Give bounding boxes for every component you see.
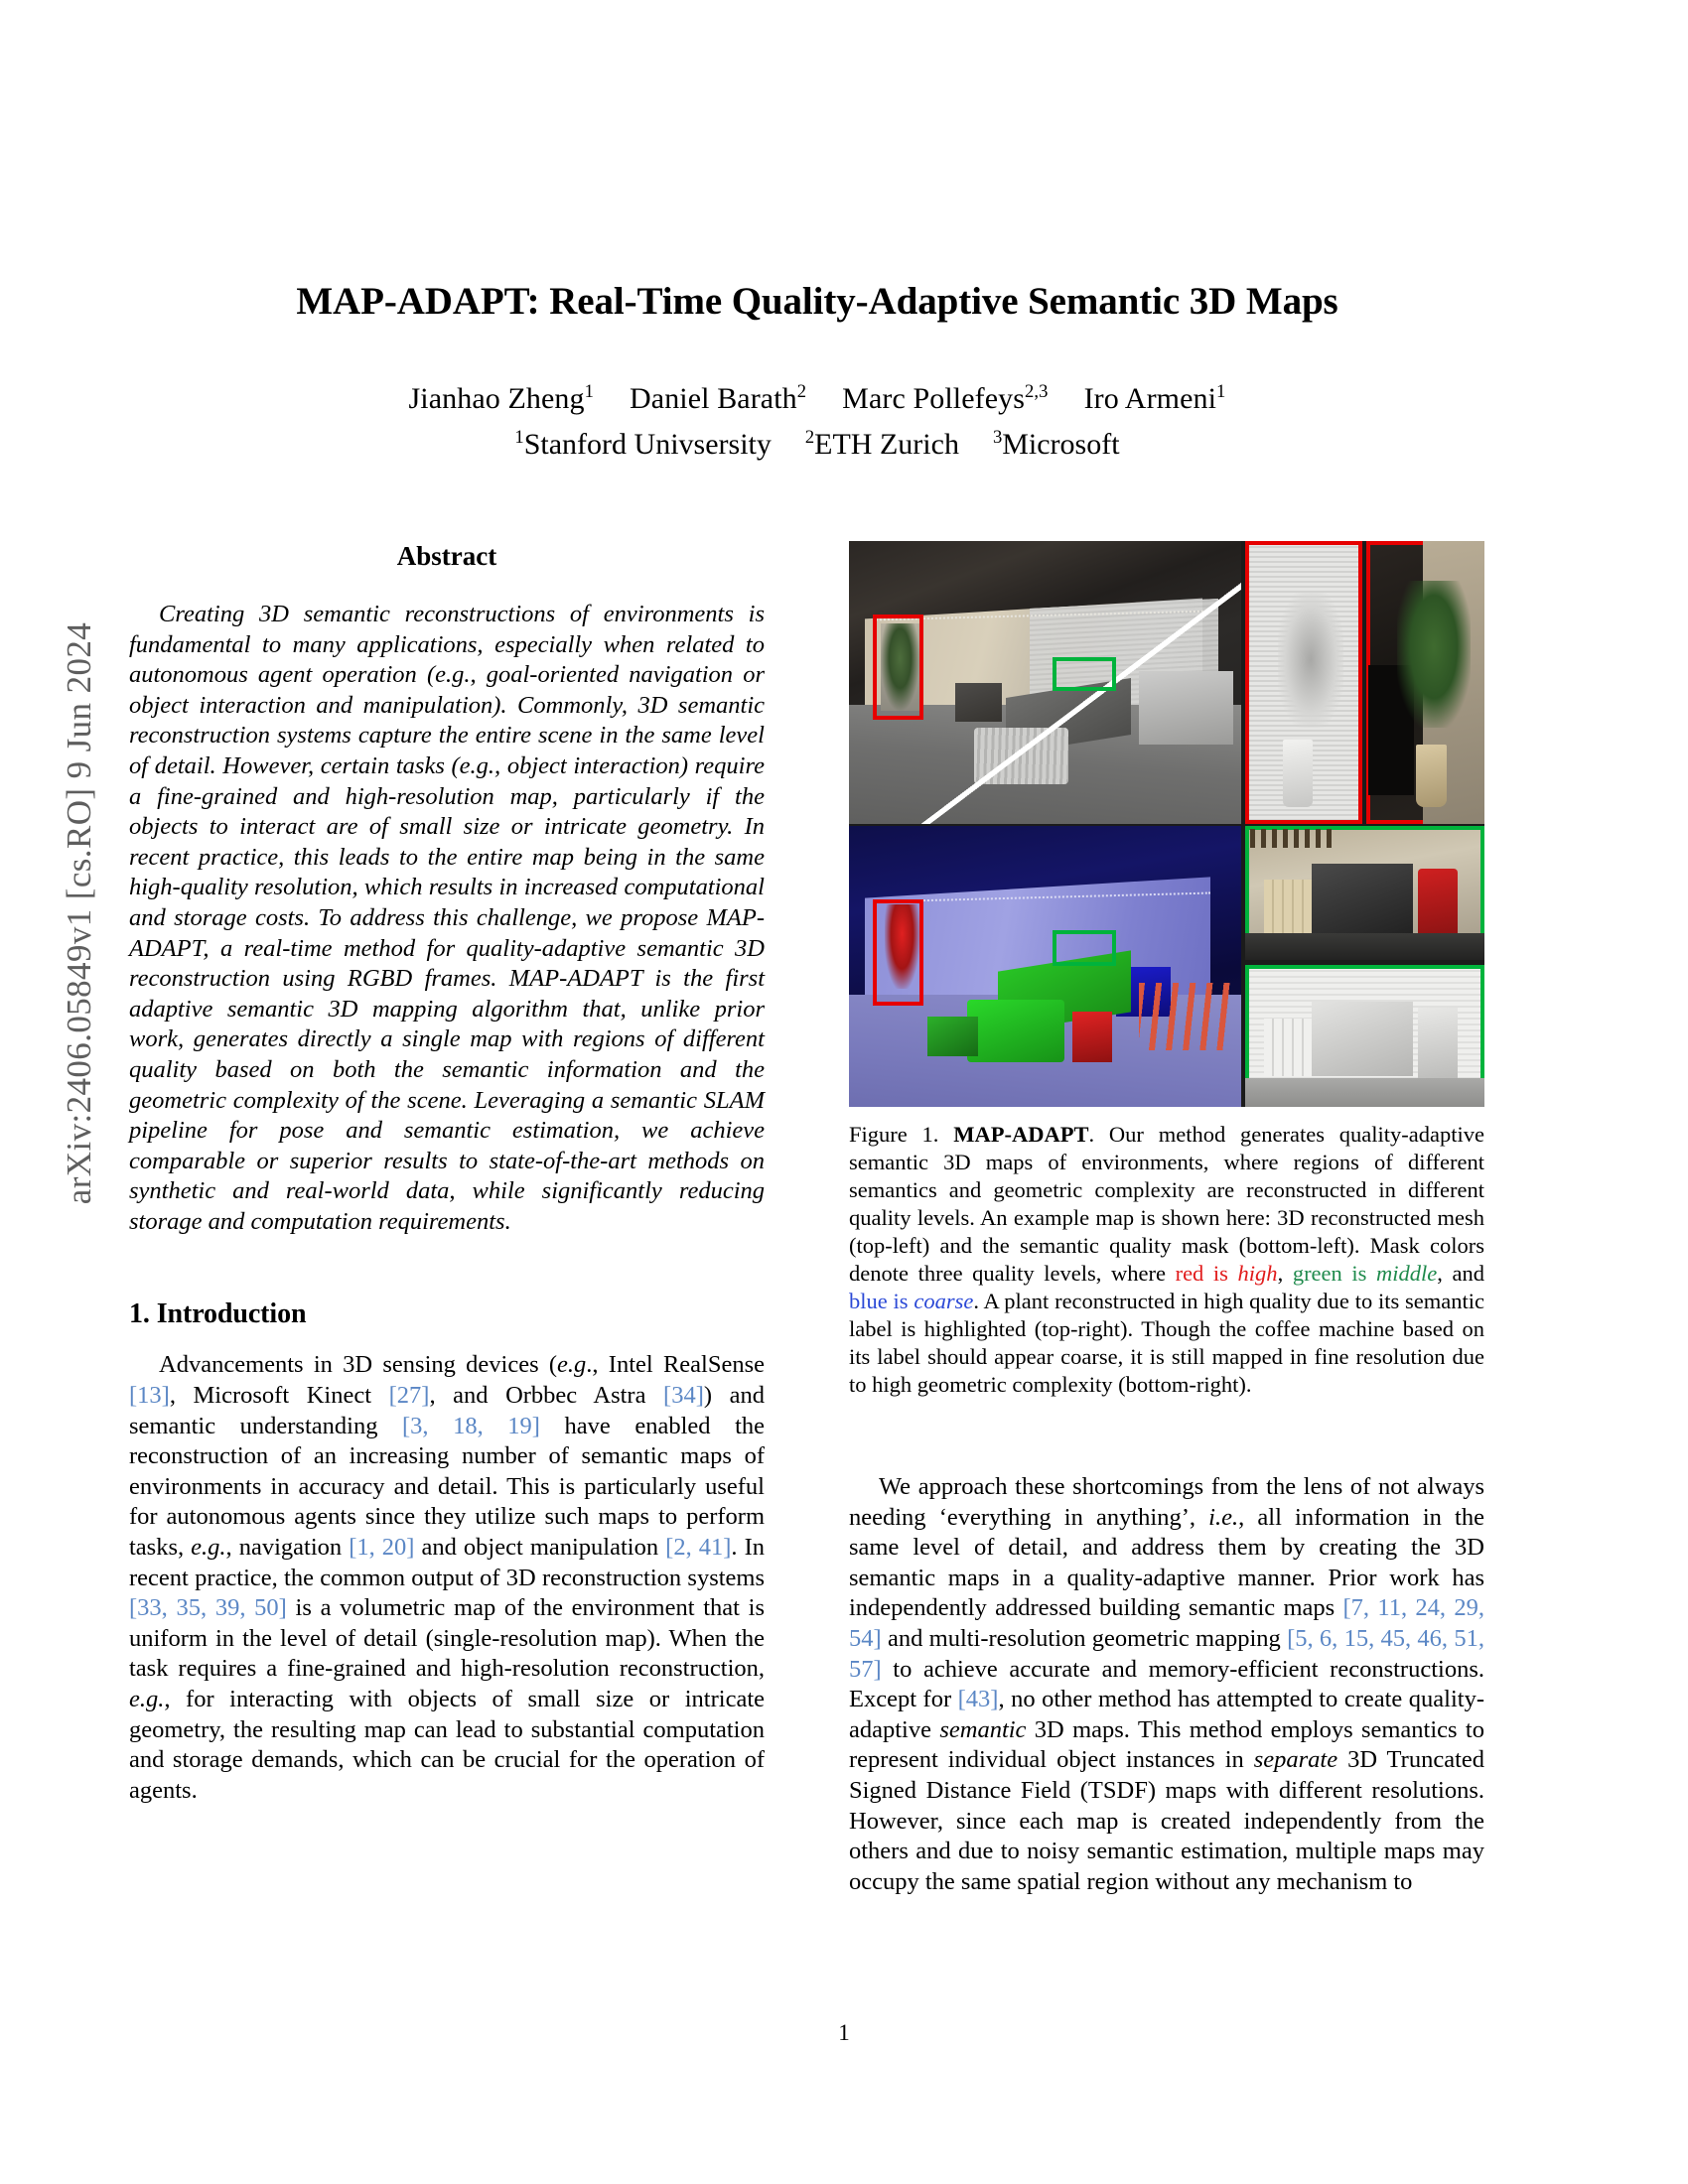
page-title: MAP-ADAPT: Real-Time Quality-Adaptive Semantic 3D Maps xyxy=(296,280,1338,323)
body-text-run: . Our method generates quality-adaptive semantic 3D maps of environments, where regions of different semantics and geometric complexity are reconstructed in different quality levels. An example map is shown here: 3D reconstructed mesh (top-left) and the semantic quality mask (bottom-left). Mask colors denote three quality levels, where xyxy=(849,1122,1484,1286)
citation-link[interactable]: [1, 20] xyxy=(349,1534,415,1562)
body-text-run: and object manipulation xyxy=(414,1534,666,1562)
affiliations-line xyxy=(127,425,1507,466)
crop-plant-rgb xyxy=(1366,541,1484,824)
affiliation-name: Stanford Univsersity xyxy=(523,428,772,462)
introduction-paragraph-2 xyxy=(849,1472,1484,1897)
highlight-box-plant-red xyxy=(873,614,923,719)
affiliation-entry xyxy=(993,428,1120,461)
quality-level-high-label: high xyxy=(1237,1261,1278,1286)
figure-1-image xyxy=(849,541,1484,1107)
citation-link[interactable]: [43] xyxy=(957,1686,999,1713)
abstract-text: Creating 3D semantic reconstructions of environments is fundamental to many applications, especially when related to autonomous agent operation (e.g., goal-oriented navigation or object interaction and manipulation). Commonly, 3D semantic reconstruction systems capture the entire scene in the same level of detail. However, certain tasks (e.g., object interaction) require a fine-grained and high-resolution map, particularly if the objects to interact are of small size or intricate geometry. In recent practice, this leads to the entire map being in the same high-quality resolution, which results in increased computational and storage costs. To address this challenge, we propose MAP-ADAPT, a real-time method for quality-adaptive semantic 3D reconstruction using RGBD frames. MAP-ADAPT is the first adaptive semantic 3D mapping algorithm that, unlike prior work, generates directly a single map with regions of different quality based on both the semantic information and the geometric complexity of the scene. Leveraging a semantic SLAM pipeline for pose and semantic estimation, we achieve comparable or superior results to state-of-the-art methods on synthetic and real-world data, while significantly reducing storage and computation requirements. xyxy=(129,601,765,1235)
crop-coffee-machine-mesh xyxy=(1245,965,1484,1107)
body-text-run: , all information in the same level of detail, and address them by creating the 3D semantic maps in a quality-adaptive manner. Prior work has independently addressed building semantic maps xyxy=(849,1503,1484,1622)
affiliation-entry xyxy=(514,428,771,461)
mask-sofa-middle xyxy=(967,1000,1065,1061)
bold-text: MAP-ADAPT xyxy=(953,1122,1089,1147)
author-name: Iro Armeni xyxy=(1083,381,1217,415)
left-column xyxy=(129,541,765,1806)
body-text-run: ., Intel RealSense xyxy=(586,1351,766,1379)
crop-coffee-rgb-bottles xyxy=(1264,880,1312,933)
arxiv-stamp: arXiv:2406.05849v1 [cs.RO] 9 Jun 2024 xyxy=(60,621,98,1205)
scene-cabinet xyxy=(955,683,1002,723)
crop-plant-mesh-foliage xyxy=(1278,592,1343,728)
crop-coffee-mesh-mixer xyxy=(1418,1008,1459,1079)
crop-coffee-rgb-counter xyxy=(1245,933,1484,960)
citation-link[interactable]: [2, 41] xyxy=(665,1534,732,1562)
author-entry xyxy=(842,382,1048,415)
right-column xyxy=(849,1472,1484,1897)
figure-1 xyxy=(849,541,1484,1399)
emphasis-text: e.g. xyxy=(129,1686,165,1712)
crop-coffee-machine-rgb xyxy=(1245,826,1484,960)
affiliation-marker: 1 xyxy=(514,427,524,449)
mask-highlight-box-coffee-green xyxy=(1053,930,1115,967)
body-text-run: , Microsoft Kinect xyxy=(169,1382,389,1410)
author-affil-marker: 1 xyxy=(584,380,595,402)
emphasis-text: i.e. xyxy=(1208,1503,1239,1531)
author-affil-marker: 2,3 xyxy=(1025,380,1049,402)
author-entry xyxy=(1084,382,1226,415)
author-affil-marker: 1 xyxy=(1216,380,1226,402)
authors-line xyxy=(127,379,1507,420)
emphasis-text: semantic xyxy=(939,1715,1027,1743)
crop-coffee-rgb-mixer xyxy=(1418,869,1459,936)
quality-level-coarse-label: coarse xyxy=(914,1289,974,1313)
affiliation-name: ETH Zurich xyxy=(814,428,959,462)
crop-coffee-mesh-counter xyxy=(1245,1078,1484,1107)
body-text-run: Advancements in 3D sensing devices ( xyxy=(159,1351,558,1379)
affiliation-marker: 3 xyxy=(992,427,1003,449)
body-text-run: , and xyxy=(1437,1261,1484,1286)
figure-panel-mesh-top-left xyxy=(849,541,1241,824)
body-text-run: We approach these shortcomings from the lens of not always needing ‘everything in anything’, xyxy=(849,1473,1484,1531)
body-text-run: is a volumetric map of the environment that is uniform in the level of detail (single-resolution map). When the task requires a fine-grained and high-resolution reconstruction, xyxy=(129,1594,765,1683)
highlight-box-coffee-green xyxy=(1053,657,1115,691)
author-entry xyxy=(409,382,595,415)
citation-link[interactable]: [5, 6, 15, 45, 46, 51, 57] xyxy=(849,1624,1484,1683)
body-text-run: . A plant reconstructed in high quality due to its semantic label is highlighted (top-right). Though the coffee machine based on its label should appear coarse, it is still mapped in fine resolution due to high geometric complexity (bottom-right). xyxy=(849,1289,1484,1397)
citation-link[interactable]: [27] xyxy=(388,1382,430,1410)
body-text-run: . In recent practice, the common output of 3D reconstruction systems xyxy=(129,1534,765,1591)
mask-chair-high xyxy=(1072,1012,1112,1062)
quality-level-coarse-text: blue is xyxy=(849,1289,914,1313)
crop-coffee-rgb-machine xyxy=(1312,864,1412,933)
body-text-run: , navigation xyxy=(225,1534,350,1562)
citation-link[interactable]: [3, 18, 19] xyxy=(402,1412,540,1439)
introduction-heading: 1. Introduction xyxy=(129,1298,307,1330)
crop-plant-mesh-pot xyxy=(1283,740,1314,807)
page-number: 1 xyxy=(838,2020,850,2045)
crop-plant-rgb-foliage xyxy=(1397,581,1471,728)
scene-sofa xyxy=(974,728,1068,784)
author-entry xyxy=(630,382,806,415)
crop-coffee-rgb-rack xyxy=(1250,829,1332,848)
affiliation-name: Microsoft xyxy=(1002,428,1120,462)
body-text-run: , no other method has attempted to create quality-adaptive xyxy=(849,1686,1485,1743)
mask-barstools-high xyxy=(1139,983,1233,1050)
emphasis-text: separate xyxy=(1253,1746,1338,1774)
citation-link[interactable]: [7, 11, 24, 29, 54] xyxy=(849,1594,1485,1652)
body-text-run: 3D Truncated Signed Distance Field (TSDF) maps with different resolutions. However, since each map is created independently from the others and due to noisy semantic estimation, multiple maps may occupy the same spatial region without any mechanism to xyxy=(849,1746,1484,1895)
mask-highlight-box-plant-red xyxy=(873,899,923,1007)
body-text-run: and multi-resolution geometric mapping xyxy=(881,1624,1288,1652)
crop-coffee-mesh-machine xyxy=(1312,1002,1412,1075)
crop-coffee-mesh-bottles xyxy=(1264,1019,1312,1075)
body-text-run: have enabled the reconstruction of an increasing number of semantic maps of environments in accuracy and detail. This is particularly useful for autonomous agents since they utilize such maps to perform tasks, xyxy=(129,1412,766,1562)
body-text-run: , and Orbbec Astra xyxy=(429,1382,664,1410)
crop-plant-rgb-pot xyxy=(1416,745,1447,807)
abstract-heading: Abstract xyxy=(396,541,497,571)
scene-counter xyxy=(1139,671,1233,745)
affiliation-entry xyxy=(805,428,959,461)
quality-level-high-text: red is xyxy=(1175,1261,1238,1286)
quality-level-middle-text: green is xyxy=(1292,1261,1377,1286)
quality-level-middle-label: middle xyxy=(1376,1261,1438,1286)
crop-plant-mesh xyxy=(1245,541,1362,824)
author-name: Jianhao Zheng xyxy=(408,381,585,415)
emphasis-text: e.g xyxy=(557,1351,587,1379)
emphasis-text: e.g. xyxy=(191,1534,226,1562)
body-text-run: to achieve accurate and memory-efficient reconstructions. Except for xyxy=(849,1655,1484,1713)
affiliation-marker: 2 xyxy=(804,427,815,449)
author-affil-marker: 2 xyxy=(796,380,807,402)
author-name: Marc Pollefeys xyxy=(842,381,1026,415)
citation-link[interactable]: [33, 35, 39, 50] xyxy=(129,1594,287,1622)
citation-link[interactable]: [13] xyxy=(129,1382,170,1410)
mask-chair-middle xyxy=(927,1017,978,1056)
body-text-run: , xyxy=(1277,1261,1293,1286)
figure-panel-quality-mask-bottom-left xyxy=(849,826,1241,1107)
title-block xyxy=(127,280,1507,466)
figure-1-caption xyxy=(849,1121,1484,1399)
body-text-run: , for interacting with objects of small size or intricate geometry, the resulting map can lead to substantial computation and storage demands, which can be crucial for the operation of agents. xyxy=(129,1686,765,1804)
body-text-run: ) and semantic understanding xyxy=(129,1382,765,1439)
introduction-paragraph-1 xyxy=(129,1350,765,1806)
body-text-run: 3D maps. This method employs semantics to represent individual object instances in xyxy=(849,1715,1484,1774)
body-text-run: Figure 1. xyxy=(849,1122,954,1147)
author-name: Daniel Barath xyxy=(630,381,797,415)
citation-link[interactable]: [34] xyxy=(663,1382,704,1410)
